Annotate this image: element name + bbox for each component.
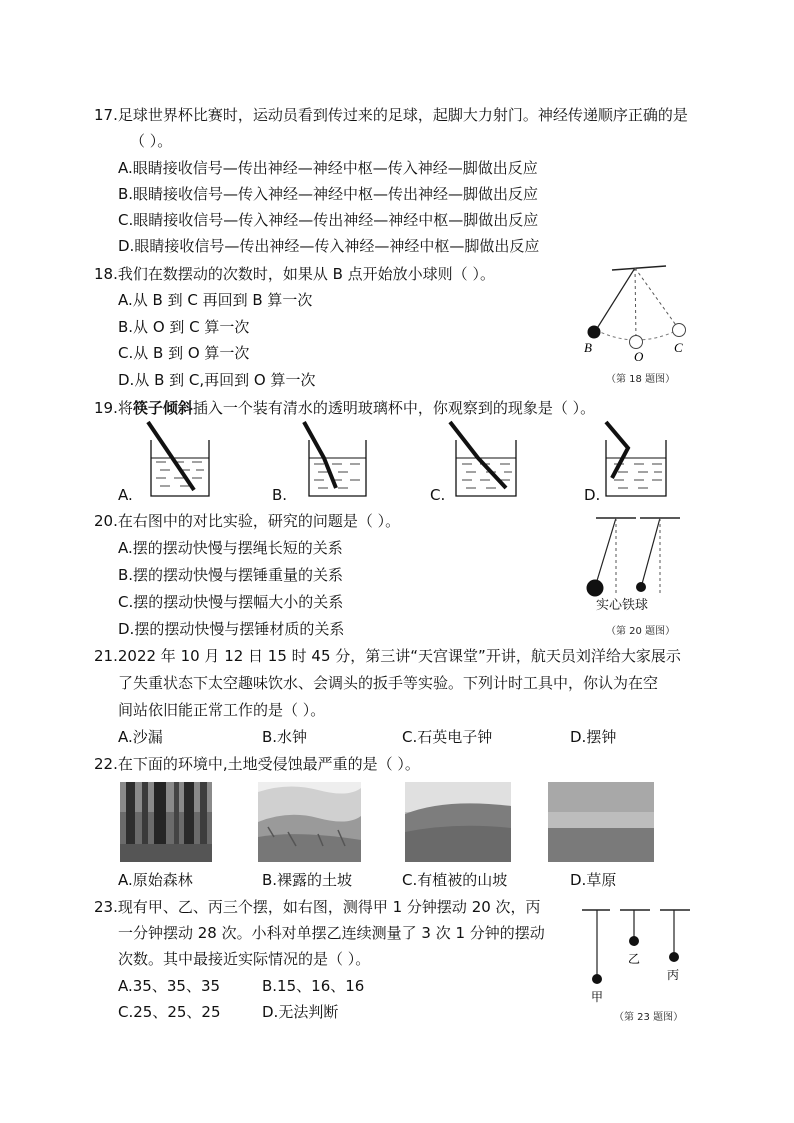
q22-option-a: A.原始森林: [118, 871, 193, 889]
q21-stem-line2: 了失重状态下太空趣味饮水、会调头的扳手等实验。下列计时工具中，你认为在空: [118, 674, 659, 692]
q18-pendulum-figure: [570, 258, 700, 366]
q22-option-b: B.裸露的土坡: [262, 871, 353, 889]
vegetated-hillside-photo: [405, 782, 511, 862]
q17-option-b: B.眼睛接收信号—传入神经—神经中枢—传出神经—脚做出反应: [118, 185, 539, 203]
q23-option-a: A.35、35、35: [118, 977, 221, 995]
q20-stem: 20.在右图中的对比实验，研究的问题是（ ）。: [94, 512, 401, 530]
q18-option-c: C.从 B 到 O 算一次: [118, 344, 250, 362]
q18-option-b: B.从 O 到 C 算一次: [118, 318, 250, 336]
q21-option-a: A.沙漏: [118, 728, 163, 746]
q17-option-c: C.眼睛接收信号—传入神经—传出神经—神经中枢—脚做出反应: [118, 211, 539, 229]
q17-option-a: A.眼睛接收信号—传出神经—神经中枢—传入神经—脚做出反应: [118, 159, 538, 177]
q17-option-d: D.眼睛接收信号—传出神经—传入神经—神经中枢—脚做出反应: [118, 237, 540, 255]
q17-stem-line2: （ ）。: [130, 132, 173, 150]
q23-label-yi: 乙: [628, 952, 641, 966]
q18-option-d: D.从 B 到 C,再回到 O 算一次: [118, 371, 316, 389]
q20-figure-label: 实心铁球: [596, 598, 649, 613]
q19-option-a: A.: [118, 486, 133, 504]
q18-label-o: O: [634, 349, 644, 364]
q23-stem-line3: 次数。其中最接近实际情况的是（ ）。: [118, 950, 371, 968]
q23-label-bing: 丙: [667, 968, 680, 982]
q23-option-c: C.25、25、25: [118, 1003, 221, 1021]
q23-option-b: B.15、16、16: [262, 977, 365, 995]
q20-option-d: D.摆的摆动快慢与摆锤材质的关系: [118, 620, 345, 638]
q23-label-jia: 甲: [591, 990, 604, 1004]
bare-slope-photo: [258, 782, 361, 862]
q17-stem-line1: 17.足球世界杯比赛时，运动员看到传过来的足球，起脚大力射门。神经传递顺序正确的是: [94, 106, 688, 124]
q23-stem-line1: 23.现有甲、乙、丙三个摆，如右图，测得甲 1 分钟摆动 20 次，丙: [94, 898, 541, 916]
q18-label-c: C: [674, 340, 683, 355]
q18-label-b: B: [584, 340, 592, 355]
q22-stem: 22.在下面的环境中,土地受侵蚀最严重的是（ ）。: [94, 755, 420, 773]
q18-stem: 18.我们在数摆动的次数时，如果从 B 点开始放小球则（ ）。: [94, 265, 495, 283]
q19-option-d: D.: [584, 486, 601, 504]
q21-option-c: C.石英电子钟: [402, 728, 493, 746]
grassland-photo: [548, 782, 654, 862]
q18-caption: （第 18 题图）: [606, 374, 676, 385]
q21-option-d: D.摆钟: [570, 728, 617, 746]
q21-stem-line1: 21.2022 年 10 月 12 日 15 时 45 分，第三讲“天宫课堂”开讲，航天员刘洋给大家展示: [94, 647, 681, 665]
q23-stem-line2: 一分钟摆动 28 次。小科对单摆乙连续测量了 3 次 1 分钟的摆动: [118, 924, 545, 942]
q21-stem-line3: 间站依旧能正常工作的是（ ）。: [118, 701, 326, 719]
q23-option-d: D.无法判断: [262, 1003, 339, 1021]
q19-stem: 19.将筷子倾斜插入一个装有清水的透明玻璃杯中，你观察到的现象是（ ）。: [94, 399, 596, 417]
q18-option-a: A.从 B 到 C 再回到 B 算一次: [118, 291, 313, 309]
q20-option-a: A.摆的摆动快慢与摆绳长短的关系: [118, 539, 343, 557]
q23-caption: （第 23 题图）: [614, 1012, 684, 1023]
q23-pendulum-figure: [578, 900, 698, 1006]
q22-option-d: D.草原: [570, 871, 617, 889]
q20-option-c: C.摆的摆动快慢与摆幅大小的关系: [118, 593, 344, 611]
q19-figure-a: [118, 418, 218, 502]
q19-option-b: B.: [272, 486, 288, 504]
q20-option-b: B.摆的摆动快慢与摆锤重量的关系: [118, 566, 344, 584]
q19-option-c: C.: [430, 486, 446, 504]
forest-photo: [120, 782, 212, 862]
q20-caption: （第 20 题图）: [606, 626, 676, 637]
q21-option-b: B.水钟: [262, 728, 308, 746]
q22-option-c: C.有植被的山坡: [402, 871, 508, 889]
